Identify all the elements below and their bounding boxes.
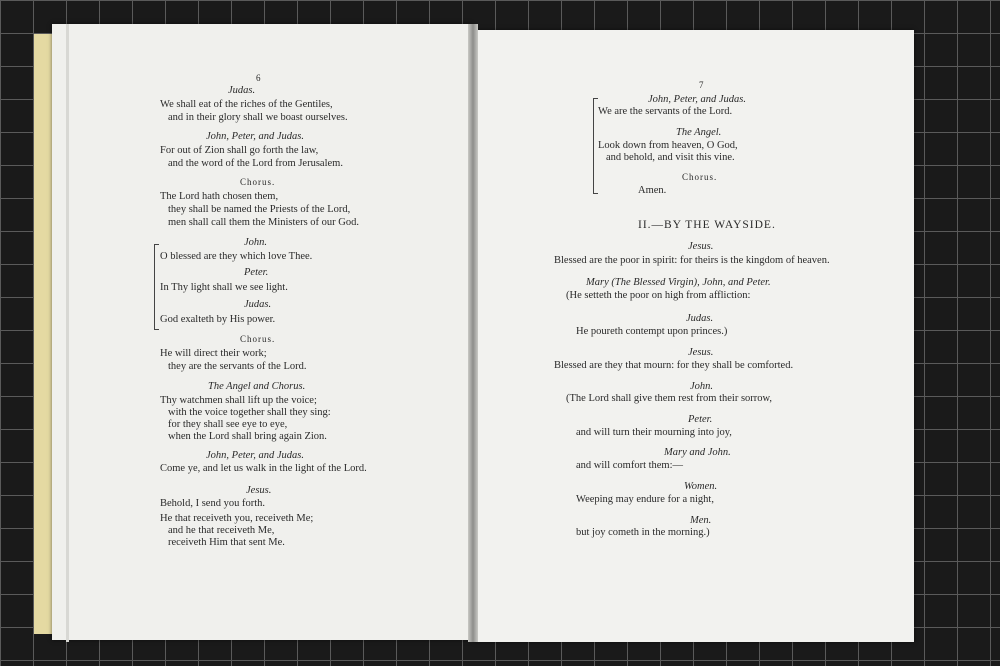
right-speaker-label: Peter. bbox=[688, 414, 713, 425]
left-text-line: for they shall see eye to eye, bbox=[168, 419, 288, 430]
right-speaker-label: Chorus. bbox=[682, 172, 718, 182]
right-text-line: Blessed are the poor in spirit: for theirs is the kingdom of heaven. bbox=[554, 255, 830, 266]
left-text-line: and the word of the Lord from Jerusalem. bbox=[168, 158, 343, 169]
right-text-line: and will turn their mourning into joy, bbox=[576, 427, 732, 438]
left-speaker-label: Peter. bbox=[244, 267, 269, 278]
right-speaker-label: Jesus. bbox=[688, 347, 714, 358]
left-speaker-label: Jesus. bbox=[246, 485, 272, 496]
left-brace bbox=[154, 244, 159, 330]
left-text-line: In Thy light shall we see light. bbox=[160, 282, 288, 293]
left-speaker-label: Chorus. bbox=[240, 334, 276, 344]
right-text-line: He poureth contempt upon princes.) bbox=[576, 326, 728, 337]
left-text-line: God exalteth by His power. bbox=[160, 314, 276, 325]
left-speaker-label: Judas. bbox=[244, 299, 272, 310]
right-text-line: but joy cometh in the morning.) bbox=[576, 527, 710, 538]
left-text-line: they shall be named the Priests of the Lord, bbox=[168, 204, 351, 215]
left-text-line: when the Lord shall bring again Zion. bbox=[168, 431, 327, 442]
left-text-line: they are the servants of the Lord. bbox=[168, 361, 307, 372]
right-speaker-label: Mary (The Blessed Virgin), John, and Peter. bbox=[586, 277, 771, 288]
right-speaker-label: The Angel. bbox=[676, 127, 722, 138]
right-text-line: Amen. bbox=[638, 185, 667, 196]
right-speaker-label: Judas. bbox=[686, 313, 714, 324]
left-text-line: The Lord hath chosen them, bbox=[160, 191, 279, 202]
right-speaker-label: Men. bbox=[690, 515, 712, 526]
left-text-line: Come ye, and let us walk in the light of the Lord. bbox=[160, 463, 367, 474]
right-speaker-label: Jesus. bbox=[688, 241, 714, 252]
right-speaker-label: Mary and John. bbox=[664, 447, 731, 458]
right-section-heading: II.—BY THE WAYSIDE. bbox=[638, 219, 776, 231]
left-page-number: 6 bbox=[256, 73, 261, 83]
left-text-line: and in their glory shall we boast ourselves. bbox=[168, 112, 348, 123]
left-text-line: Thy watchmen shall lift up the voice; bbox=[160, 395, 317, 406]
left-text-line: O blessed are they which love Thee. bbox=[160, 251, 313, 262]
left-speaker-label: John, Peter, and Judas. bbox=[206, 450, 304, 461]
right-text-line: and will comfort them:— bbox=[576, 460, 684, 471]
left-text-line: with the voice together shall they sing: bbox=[168, 407, 331, 418]
right-text-line: Look down from heaven, O God, bbox=[598, 140, 738, 151]
left-text-line: and he that receiveth Me, bbox=[168, 525, 275, 536]
right-speaker-label: Women. bbox=[684, 481, 718, 492]
left-speaker-label: Judas. bbox=[228, 85, 256, 96]
left-speaker-label: John, Peter, and Judas. bbox=[206, 131, 304, 142]
left-text-line: He will direct their work; bbox=[160, 348, 267, 359]
right-page-number: 7 bbox=[699, 80, 704, 90]
left-text-line: receiveth Him that sent Me. bbox=[168, 537, 285, 548]
right-text-line: Blessed are they that mourn: for they shall be comforted. bbox=[554, 360, 794, 371]
left-text-line: We shall eat of the riches of the Gentiles, bbox=[160, 99, 333, 110]
left-speaker-label: The Angel and Chorus. bbox=[208, 381, 306, 392]
left-speaker-label: John. bbox=[244, 237, 268, 248]
right-text-line: We are the servants of the Lord. bbox=[598, 106, 733, 117]
book-gutter bbox=[468, 24, 478, 642]
left-speaker-label: Chorus. bbox=[240, 177, 276, 187]
left-text-line: He that receiveth you, receiveth Me; bbox=[160, 513, 314, 524]
right-speaker-label: John. bbox=[690, 381, 714, 392]
left-text-line: For out of Zion shall go forth the law, bbox=[160, 145, 319, 156]
right-speaker-label: John, Peter, and Judas. bbox=[648, 94, 746, 105]
left-text-line: men shall call them the Ministers of our God. bbox=[168, 217, 360, 228]
right-text-line: (The Lord shall give them rest from their sorrow, bbox=[566, 393, 773, 404]
right-text-line: (He setteth the poor on high from affliction: bbox=[566, 290, 751, 301]
left-text-line: Behold, I send you forth. bbox=[160, 498, 265, 509]
right-text-line: and behold, and visit this vine. bbox=[606, 152, 735, 163]
right-text-line: Weeping may endure for a night, bbox=[576, 494, 714, 505]
page-edge-line bbox=[66, 24, 69, 642]
